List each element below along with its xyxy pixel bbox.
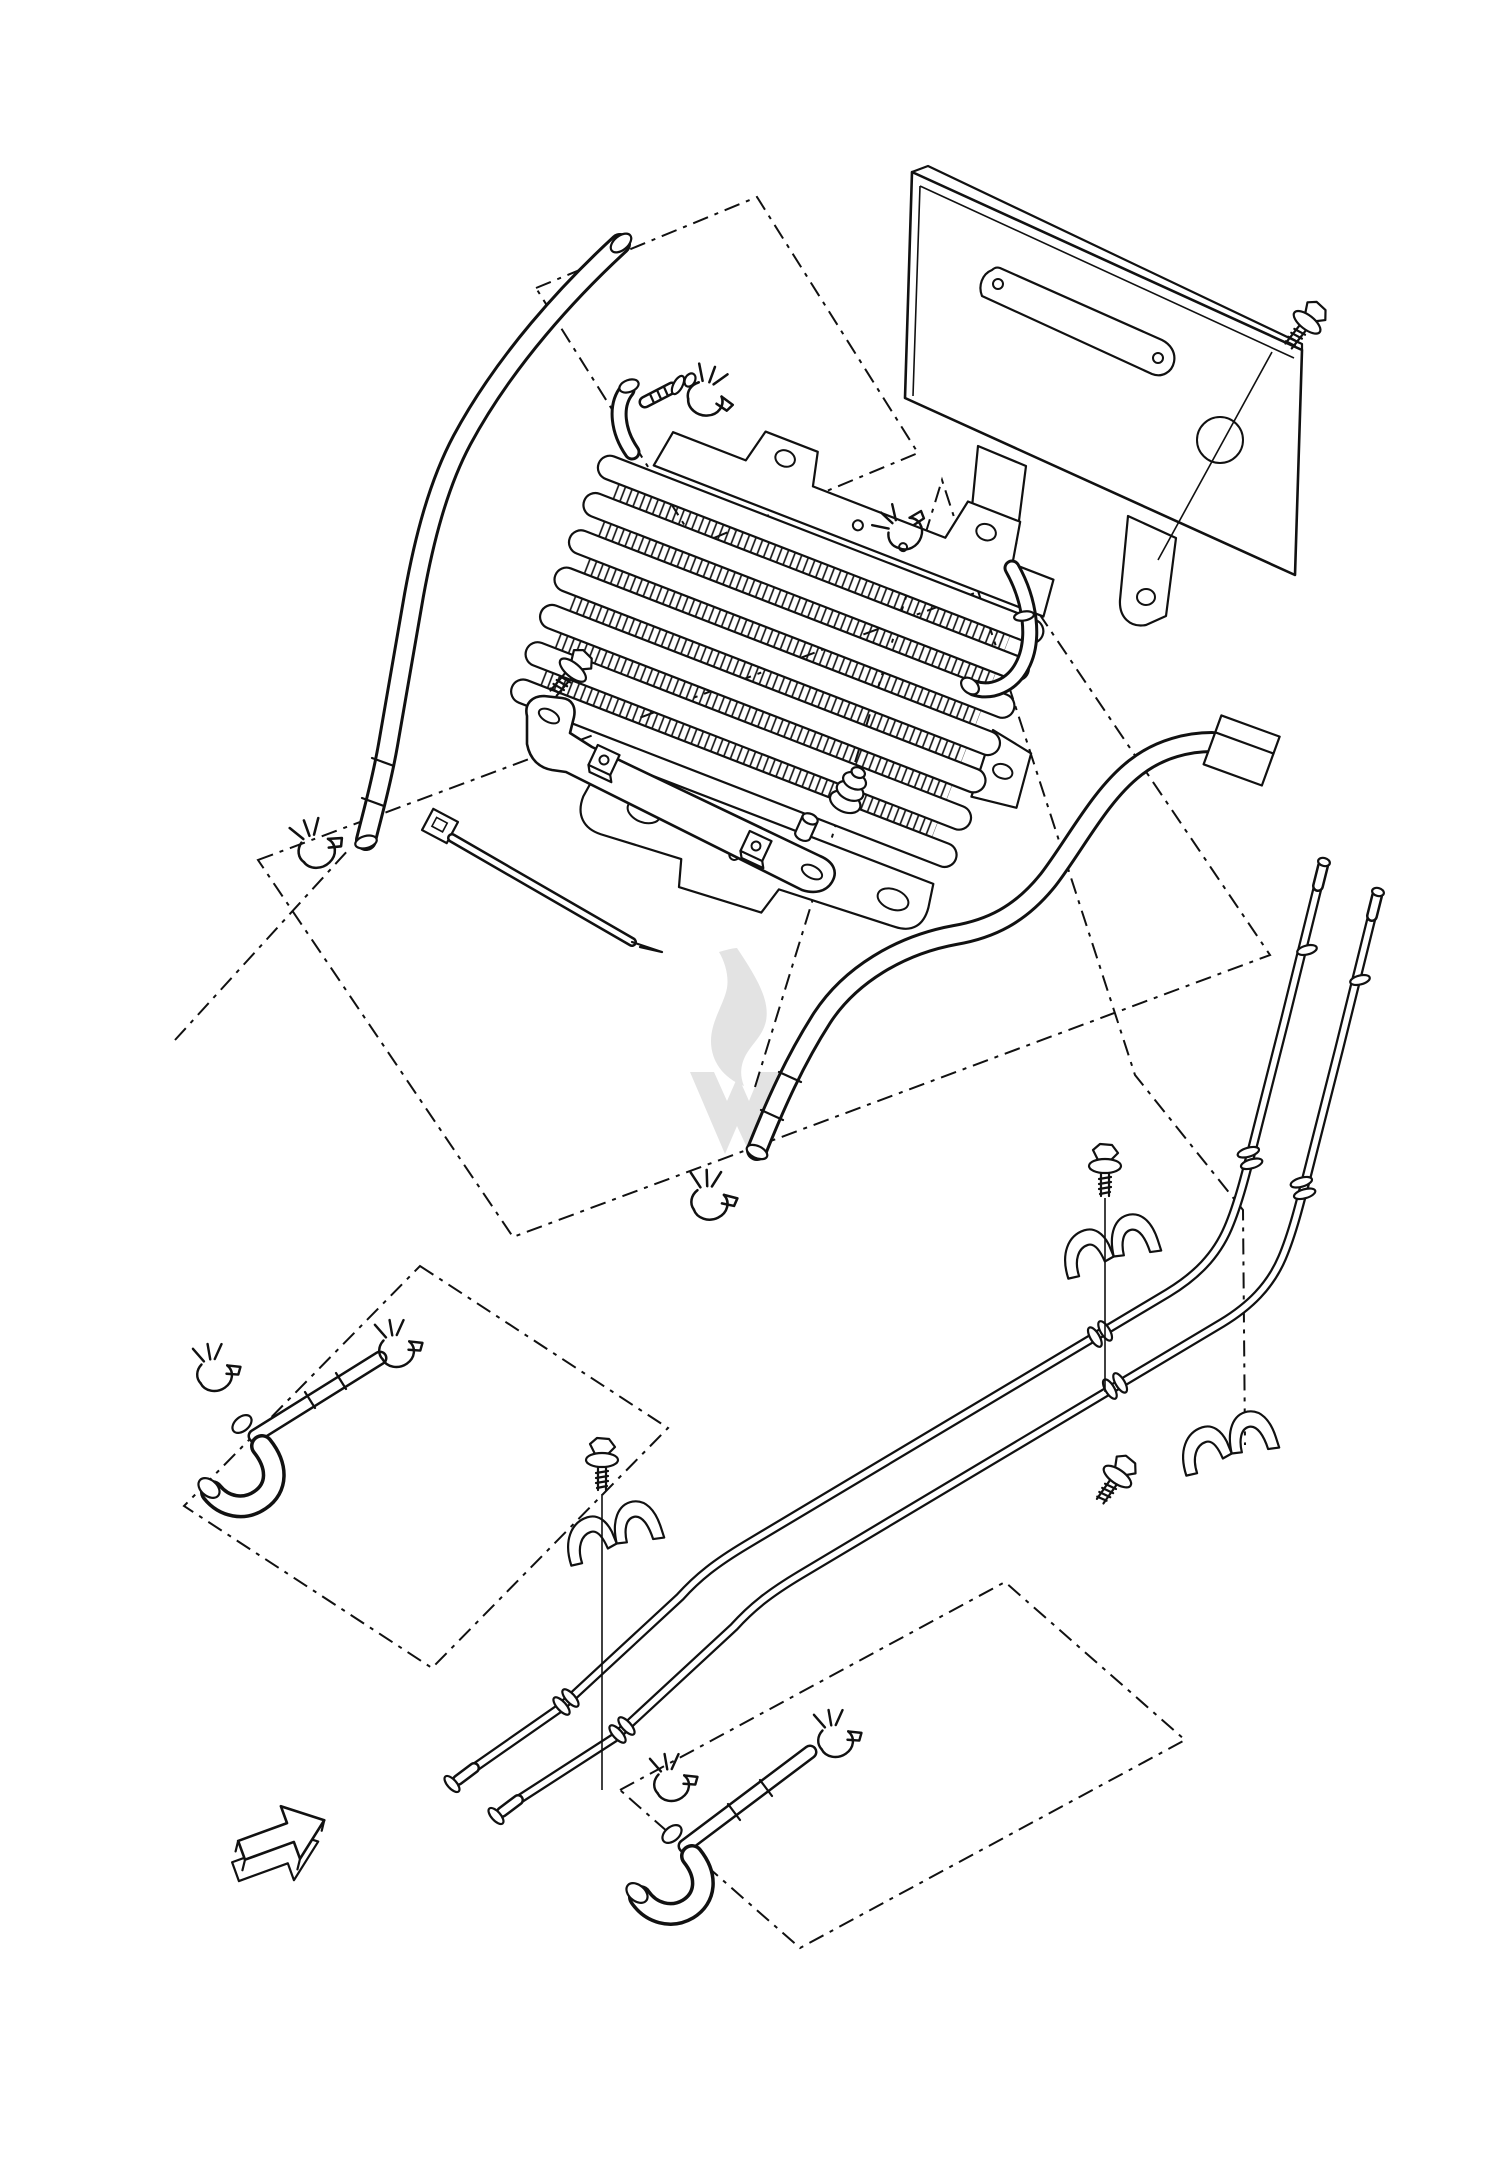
hose-clamp-9d <box>686 1165 740 1222</box>
joint-pipe-14b <box>623 1752 810 1914</box>
joint-pipe-14a <box>195 1358 380 1506</box>
hose-clamp-9c <box>286 809 350 875</box>
hose-clamp-15c <box>810 1703 867 1762</box>
bolt-13b <box>1087 1449 1143 1510</box>
hose-clamp-15d <box>646 1747 703 1806</box>
fwd-arrow-icon <box>220 1794 340 1898</box>
hose-clamp-15a <box>189 1337 246 1396</box>
hose-clamp-9a <box>684 363 739 421</box>
pipe-clamp-12b <box>1173 1406 1279 1478</box>
pipe-clamp-12c <box>558 1496 664 1568</box>
bolt-13a <box>1089 1144 1121 1392</box>
pipe-clamp-12a <box>1055 1209 1161 1281</box>
